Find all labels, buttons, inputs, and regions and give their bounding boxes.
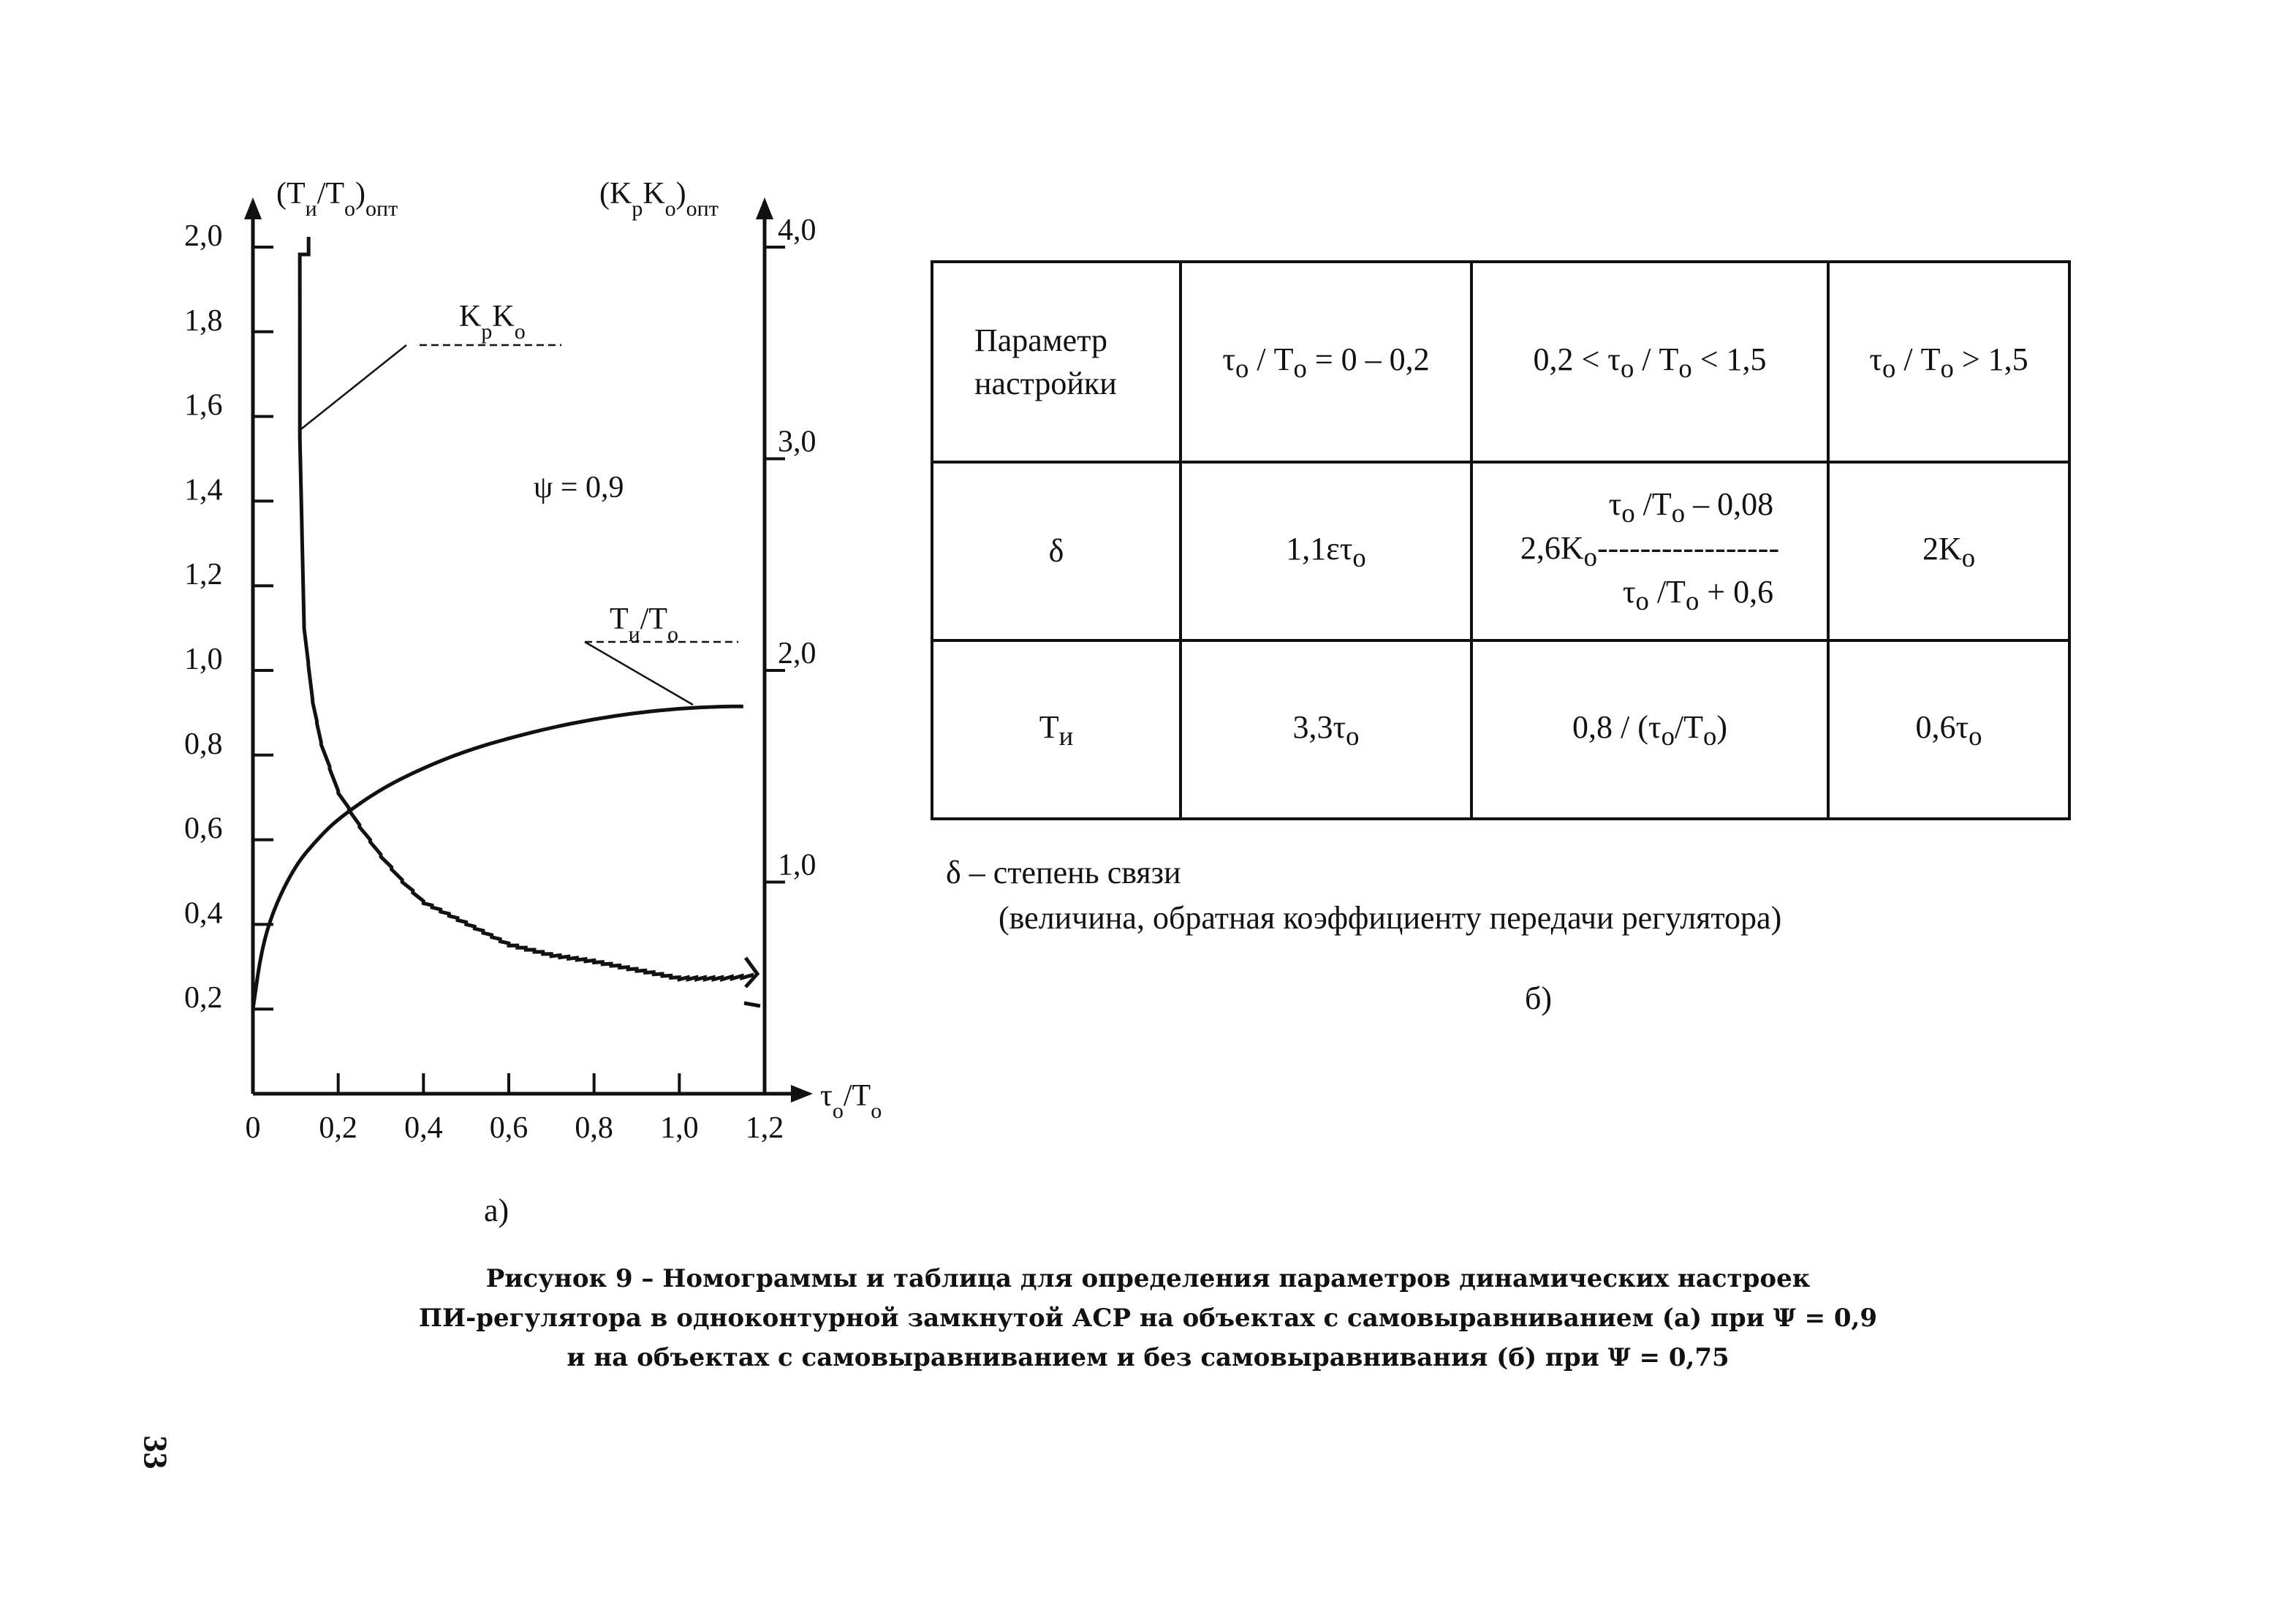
header-col2: $0,2 < \tau_о / T_о < 1,5$ <box>1471 262 1828 462</box>
header-col3: $\tau_о / T_о > 1,5$ <box>1828 262 2069 462</box>
x-axis-arrow <box>791 1085 813 1102</box>
table-row-delta <box>932 462 2069 640</box>
fraction-denominator: $\tau_о$ $/T_о + 0,6$ <box>1622 573 1774 616</box>
left-tick-label: 0,8 <box>184 727 223 761</box>
right-axis-label: $(K_рK_о)_{опт}$ <box>599 177 719 221</box>
figure-caption-line2: ПИ-регулятора в одноконтурной замкнутой АСР на объектах с самовыравниванием (а) при Ψ = 0,9 <box>418 1304 1878 1333</box>
left-tick-label: 1,6 <box>184 388 223 423</box>
x-tick-label: 0,2 <box>319 1111 357 1145</box>
left-axis-label: $(T_и/T_о)_{опт}$ <box>276 177 398 221</box>
left-axis-ticks <box>184 219 273 1015</box>
header-param-line2: настройки <box>974 366 1117 401</box>
figure-caption-line3: и на объектах с самовыравниванием и без самовыравнивания (б) при Ψ = 0,75 <box>567 1343 1729 1372</box>
right-axis-ticks <box>763 213 817 882</box>
x-tick-label: 0,4 <box>404 1111 443 1145</box>
x-tick-label: 1,0 <box>660 1111 699 1145</box>
left-tick-label: 0,2 <box>184 981 223 1015</box>
kpko-curve <box>300 237 751 980</box>
kpko-curve-end-stub <box>744 958 760 1006</box>
row-ti-col1: $3,3\tau_о$ <box>1181 640 1471 819</box>
header-param <box>932 262 1181 462</box>
kpko-leader-line <box>298 345 406 431</box>
delta-fraction <box>1520 485 1779 616</box>
right-tick-label: 1,0 <box>778 848 817 882</box>
row-ti-col2: $0,8 / (\tau_о/T_о)$ <box>1471 640 1828 819</box>
row-delta-param: δ <box>932 462 1181 640</box>
psi-label: ψ = 0,9 <box>534 471 624 504</box>
parameter-table <box>931 260 2071 820</box>
table-header-row <box>932 262 2069 462</box>
row-ti-col3: $0,6\tau_о$ <box>1828 640 2069 819</box>
row-delta-col3: $2K_о$ <box>1828 462 2069 640</box>
left-axis-arrow <box>244 197 262 219</box>
left-tick-label: 2,0 <box>184 219 223 253</box>
right-tick-label: 4,0 <box>778 213 817 247</box>
x-tick-label: 1,2 <box>745 1111 784 1145</box>
row-delta-col2 <box>1471 462 1828 640</box>
x-tick-label: 0 <box>245 1111 261 1145</box>
header-col1: $\tau_о / T_о = 0 - 0,2$ <box>1181 262 1471 462</box>
left-tick-label: 1,0 <box>184 643 223 676</box>
x-tick-label: 0,6 <box>489 1111 528 1145</box>
row-ti-param: $T_и$ <box>932 640 1181 819</box>
table-sublabel: б) <box>1525 980 1553 1016</box>
header-param-line1: Параметр <box>974 322 1107 358</box>
nomogram-sublabel: а) <box>484 1192 509 1228</box>
right-tick-label: 3,0 <box>778 425 817 459</box>
fraction-numerator: $\tau_о$ $/T_о - 0,08$ <box>1608 486 1774 529</box>
fraction-line: $2,6K_о-----------------$ <box>1520 530 1780 572</box>
figure-caption-line1: Рисунок 9 – Номограммы и таблица для определения параметров динамических настроек <box>485 1264 1811 1293</box>
right-tick-label: 2,0 <box>778 637 817 670</box>
x-axis-ticks <box>246 1073 784 1145</box>
x-axis-label: $\tau_о/T_о$ <box>820 1079 882 1123</box>
left-tick-label: 0,4 <box>184 896 223 931</box>
right-axis-arrow <box>756 197 773 219</box>
left-tick-label: 0,6 <box>184 812 223 846</box>
ti-to-curve <box>253 706 743 1009</box>
left-tick-label: 1,8 <box>184 303 223 338</box>
note-line2: (величина, обратная коэффициенту передачи регулятора) <box>999 900 1782 936</box>
kpko-curve-label: $K_рK_о$ <box>459 300 526 344</box>
left-tick-label: 1,4 <box>184 473 223 507</box>
table-row-ti <box>932 640 2069 819</box>
x-tick-label: 0,8 <box>575 1111 613 1145</box>
ti-curve-label: $T_и/T_о$ <box>610 602 679 646</box>
row-delta-col1: $1,1\varepsilon\tau_о$ <box>1181 462 1471 640</box>
page-number: 33 <box>137 1435 175 1470</box>
note-line1: δ – степень связи <box>946 855 1181 890</box>
ti-leader-line <box>585 642 693 705</box>
left-tick-label: 1,2 <box>184 558 223 592</box>
